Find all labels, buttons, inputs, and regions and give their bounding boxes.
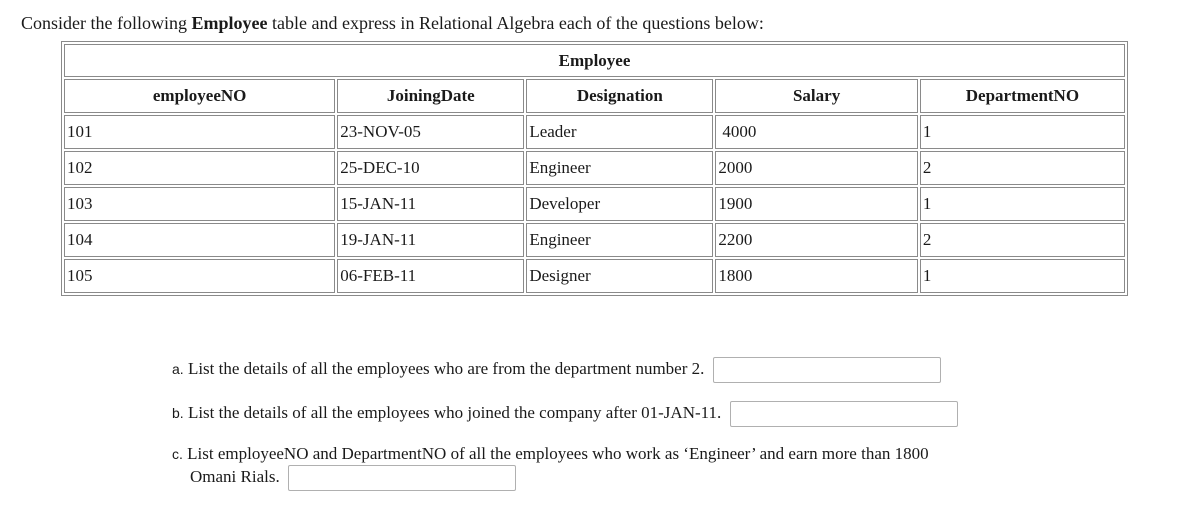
answer-a-input[interactable] xyxy=(713,357,941,383)
cell-departmentno: 2 xyxy=(920,151,1125,185)
cell-employeeno: 103 xyxy=(64,187,335,221)
question-c-text: List employeeNO and DepartmentNO of all the employees who work as ‘Engineer’ and earn more than 1800 xyxy=(187,444,929,463)
answer-b-input[interactable] xyxy=(730,401,958,427)
cell-departmentno: 1 xyxy=(920,187,1125,221)
employee-table xyxy=(61,41,1128,296)
cell-joiningdate: 19-JAN-11 xyxy=(337,223,524,257)
cell-salary: 2000 xyxy=(715,151,917,185)
cell-employeeno: 105 xyxy=(64,259,335,293)
question-c-label: c. xyxy=(172,446,183,462)
table-row xyxy=(64,259,1125,293)
question-c xyxy=(172,444,929,491)
cell-designation: Designer xyxy=(526,259,713,293)
cell-designation: Engineer xyxy=(526,223,713,257)
cell-departmentno: 1 xyxy=(920,259,1125,293)
cell-employeeno: 102 xyxy=(64,151,335,185)
header-salary: Salary xyxy=(715,79,917,113)
header-joiningdate: JoiningDate xyxy=(337,79,524,113)
cell-departmentno: 2 xyxy=(920,223,1125,257)
cell-designation: Developer xyxy=(526,187,713,221)
cell-joiningdate: 23-NOV-05 xyxy=(337,115,524,149)
cell-designation: Leader xyxy=(526,115,713,149)
question-b-text: List the details of all the employees who joined the company after 01-JAN-11. xyxy=(187,402,722,422)
cell-salary: 1900 xyxy=(715,187,917,221)
cell-joiningdate: 15-JAN-11 xyxy=(337,187,524,221)
header-employeeno: employeeNO xyxy=(64,79,335,113)
table-row xyxy=(64,115,1125,149)
table-row xyxy=(64,151,1125,185)
question-a xyxy=(172,357,941,383)
instructions: Consider the following Employee table and express in Relational Algebra each of the questions below: xyxy=(21,13,764,33)
question-c-text-continued: Omani Rials. xyxy=(190,466,280,486)
answer-c-input[interactable] xyxy=(288,465,516,491)
question-b xyxy=(172,401,958,427)
table-header-row xyxy=(64,79,1125,113)
question-b-label: b. xyxy=(172,404,184,421)
cell-designation: Engineer xyxy=(526,151,713,185)
question-a-label: a. xyxy=(172,360,184,377)
cell-salary: 4000 xyxy=(715,115,917,149)
table-row xyxy=(64,187,1125,221)
cell-joiningdate: 06-FEB-11 xyxy=(337,259,524,293)
header-departmentno: DepartmentNO xyxy=(920,79,1125,113)
question-a-text: List the details of all the employees who are from the department number 2. xyxy=(187,358,705,378)
cell-employeeno: 101 xyxy=(64,115,335,149)
header-designation: Designation xyxy=(526,79,713,113)
table-caption: Employee xyxy=(64,44,1125,77)
cell-salary: 1800 xyxy=(715,259,917,293)
cell-departmentno: 1 xyxy=(920,115,1125,149)
cell-employeeno: 104 xyxy=(64,223,335,257)
cell-salary: 2200 xyxy=(715,223,917,257)
table-row xyxy=(64,223,1125,257)
cell-joiningdate: 25-DEC-10 xyxy=(337,151,524,185)
table-name: Employee xyxy=(191,13,268,33)
